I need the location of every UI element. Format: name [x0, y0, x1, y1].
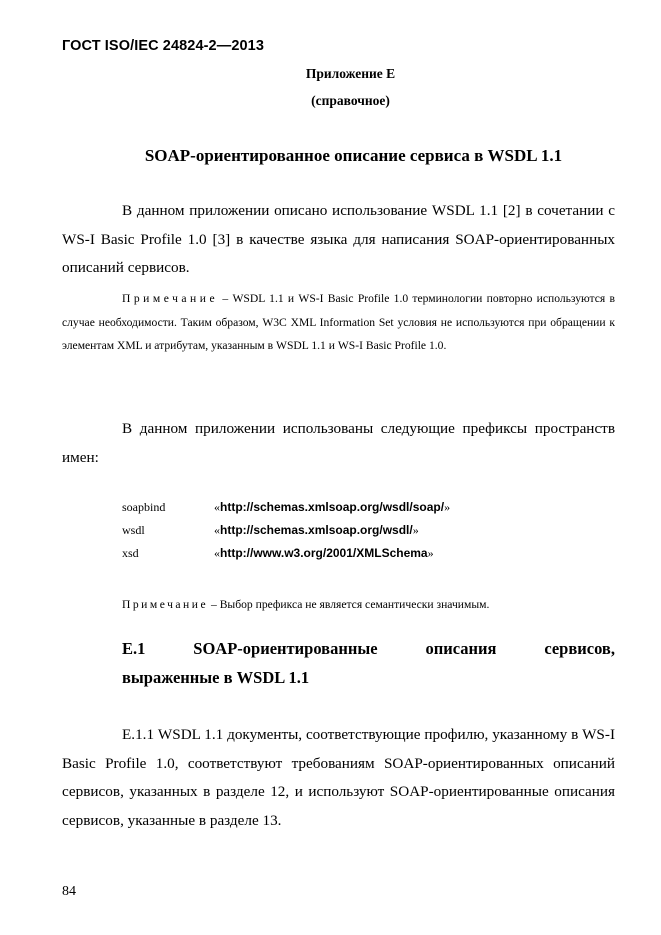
note-2	[62, 593, 615, 617]
section-paragraph: Е.1.1 WSDL 1.1 документы, соответствующие профилю, указанному в WS-I Basic Profile 1.0, соответствуют требованиям SOAP-ориентированных описаний сервисов, указанных в разделе 12, и используют SOAP-ориентированные описания сервисов, указанные в разделе 13.	[62, 726, 615, 829]
annex-type: (справочное)	[311, 93, 390, 108]
namespace-uri: «http://schemas.xmlsoap.org/wsdl/soap/»	[214, 500, 451, 514]
standard-header: ГОСТ ISO/IEC 24824-2—2013	[62, 38, 264, 54]
page-number: 84	[62, 884, 76, 899]
section-heading-word: SOAP-ориентированные	[193, 639, 378, 658]
prefixes-intro-paragraph: В данном приложении использованы следующие префиксы пространств имен:	[62, 420, 615, 466]
intro-paragraph: В данном приложении описано использование WSDL 1.1 [2] в сочетании с WS-I Basic Profile 1.0 [3] в качестве языка для написания SOAP-ориентированных описаний сервисов.	[62, 202, 615, 276]
section-heading-word: сервисов,	[544, 639, 615, 658]
note-text: – Выбор префикса не является семантически значимым.	[208, 598, 490, 611]
namespace-prefix: soapbind	[122, 500, 166, 514]
note-text: – WSDL 1.1 и WS-I Basic Profile 1.0 терминологии повторно используются в случае необходимости. Таким образом, W3C XML Information Set условия не используются при обращении к элементам XML и атрибутам, указанным в WSDL 1.1 и WS-I Basic Profile 1.0.	[62, 292, 615, 352]
namespace-prefix: wsdl	[122, 523, 145, 537]
note-1	[62, 287, 615, 358]
document-title: SOAP-ориентированное описание сервиса в WSDL 1.1	[144, 146, 563, 165]
note-label: Примечание	[122, 292, 219, 305]
note-label: Примечание	[122, 598, 209, 611]
section-number: Е.1	[122, 639, 146, 658]
namespace-row-xsd	[122, 546, 602, 568]
section-heading-word: описания	[425, 639, 497, 658]
namespace-uri: «http://schemas.xmlsoap.org/wsdl/»	[214, 523, 419, 537]
section-heading-line2: выраженные в WSDL 1.1	[122, 668, 310, 687]
annex-title: Приложение Е	[305, 66, 396, 81]
section-heading	[122, 639, 615, 659]
namespace-prefix: xsd	[122, 546, 139, 560]
namespace-uri: «http://www.w3.org/2001/XMLSchema»	[214, 546, 434, 560]
namespace-row-soapbind	[122, 500, 602, 522]
namespace-row-wsdl	[122, 523, 602, 545]
